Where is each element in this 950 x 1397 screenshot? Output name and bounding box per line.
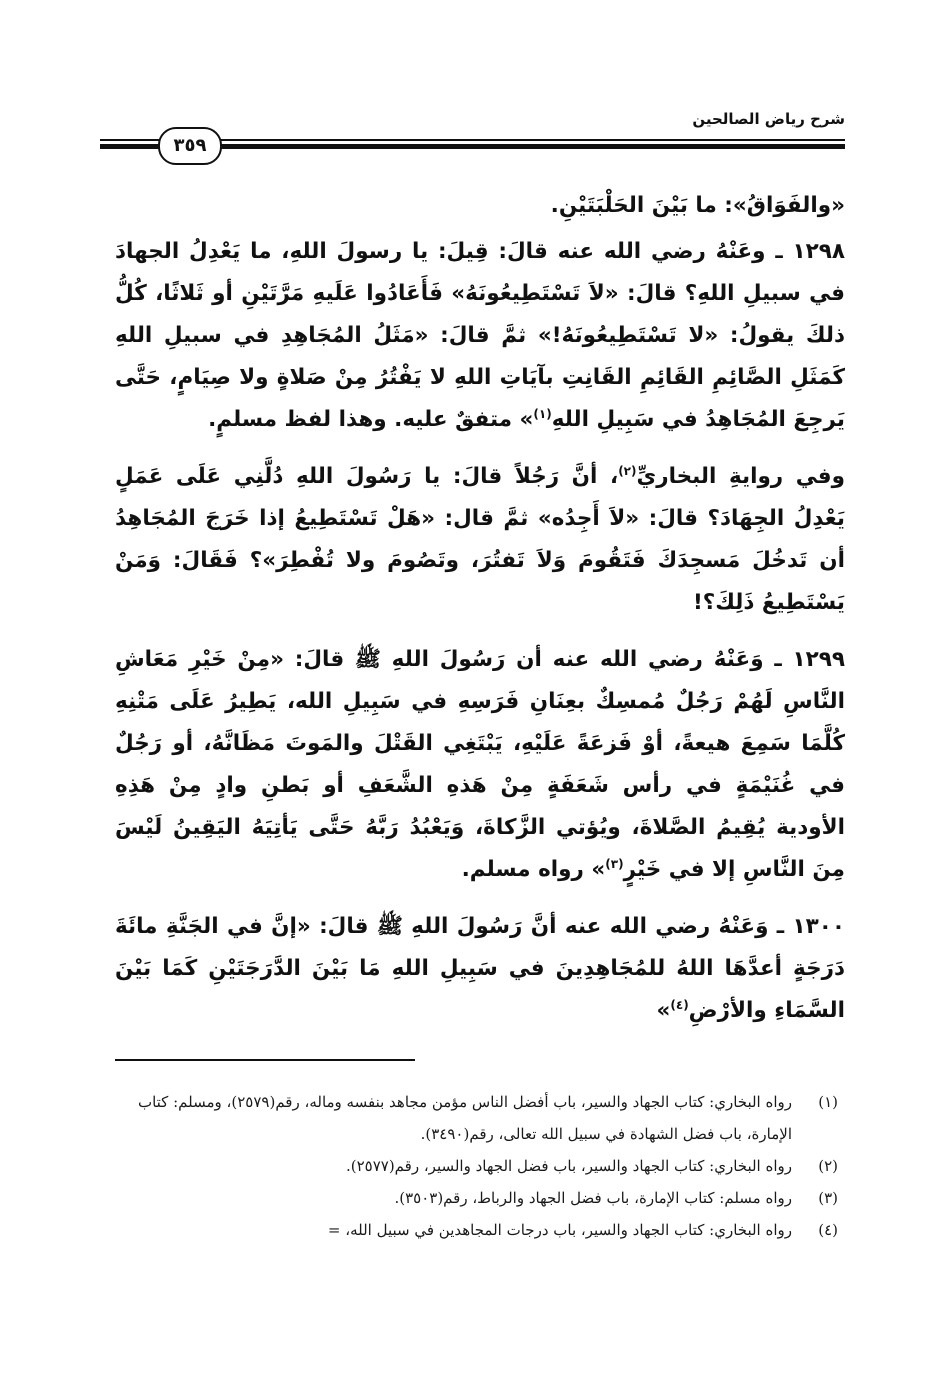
footnote-4 xyxy=(118,1214,838,1246)
footnote-number: (٣) xyxy=(818,1189,838,1207)
footnote-number: (٤) xyxy=(818,1221,838,1239)
hadith-1299 xyxy=(115,639,845,891)
hadith-text: ـ وعَنْهُ رضي الله عنه قالَ: قِيلَ: يا رسولَ اللهِ، ما يَعْدِلُ الجهادَ في سبيلِ اللهِ؟ قالَ: «لاَ تَسْتَطِيعُونَهُ» فَأَعَادُوا عَلَيهِ مَرَّتَيْنِ أو ثَلاثًا، كُلُّ ذلكَ يقولُ: «لا تَسْتَطِيعُونَهُ!» ثمَّ قالَ: «مَثَلُ المُجَاهِدِ في سبيلِ اللهِ كَمَثَلِ الصَّائِمِ القَائِمِ القَانِتِ بآيَاتِ اللهِ لا يَفْتُرُ مِنْ صَلاةٍ ولا صِيَامٍ، حَتَّى يَرجِعَ المُجَاهِدُ في سَبِيلِ اللهِ xyxy=(115,239,845,432)
page-header xyxy=(100,110,845,162)
footnote-text: رواه مسلم: كتاب الإمارة، باب فضل الجهاد والرباط، رقم(٣٥٠٣). xyxy=(394,1189,792,1207)
page-number: ٣٥٩ xyxy=(158,127,222,165)
footnote-3 xyxy=(118,1182,838,1214)
hadith-ending: » رواه مسلم. xyxy=(461,857,606,882)
footnote-text: رواه البخاري: كتاب الجهاد والسير، باب درجات المجاهدين في سبيل الله، = xyxy=(327,1221,792,1239)
hadith-number: ١٢٩٩ xyxy=(792,647,845,672)
footnote-number: (١) xyxy=(818,1093,838,1111)
footnote-text: رواه البخاري: كتاب الجهاد والسير، باب أفضل الناس مؤمن مجاهد بنفسه وماله، رقم(٢٥٧٩)، ومسلم: كتاب الإمارة، باب فضل الشهادة في سبيل الله تعالى، رقم(٣٤٩٠). xyxy=(137,1093,792,1143)
version-text: ، أنَّ رَجُلاً قالَ: يا رَسُولَ اللهِ دُلَّنِي عَلَى عَمَلٍ يَعْدِلُ الجِهَادَ؟ قالَ: «لاَ أَجِدُه» ثمَّ قال: «هَلْ تَسْتَطِيعُ إذا خَرَجَ المُجَاهِدُ أن تَدخُلَ مَسجِدَكَ فَتَقُومَ وَلاَ تَفتُرَ، وتَصُومَ ولا تُفْطِرَ»؟ فَقَالَ: وَمَنْ يَسْتَطِيعُ ذَلِكَ؟! xyxy=(115,464,845,615)
hadith-text: ـ وَعَنْهُ رضي الله عنه أن رَسُولَ اللهِ ﷺ قالَ: «مِنْ خَيْرِ مَعَاشِ النَّاسِ لَهُمْ رَجُلٌ مُمسِكٌ بعِنَانِ فَرَسِهِ في سَبِيلِ الله، يَطِيرُ عَلَى مَتْنِهِ كُلَّمَا سَمِعَ هيعةً، أوْ فَزعَةً عَلَيْهِ، يَبْتَغِي القَتْلَ والمَوتَ مَظَانَّهُ، أو رَجُلٌ في غُنَيْمَةٍ في رأس شَعَفَةٍ مِنْ هَذهِ الشَّعَفِ أو بَطنِ وادٍ مِنْ هَذِهِ الأودية يُقِيمُ الصَّلاةَ، ويُؤتي الزَّكاةَ، وَيَعْبُدُ رَبَّهُ حَتَّى يَأتِيَهُ اليَقِينُ لَيْسَ مِنَ النَّاسِ إلا في خَيْرٍ xyxy=(115,647,845,882)
version-start: وفي روايةِ البخاريِّ xyxy=(636,464,845,489)
footnote-2 xyxy=(118,1150,838,1182)
hadith-1298 xyxy=(115,231,845,441)
footnote-text: رواه البخاري: كتاب الجهاد والسير، باب فضل الجهاد والسير، رقم(٢٥٧٧). xyxy=(345,1157,792,1175)
footnote-divider xyxy=(115,1059,415,1061)
footnote-1 xyxy=(118,1086,838,1150)
hadith-ending: » xyxy=(656,998,671,1023)
main-text xyxy=(115,185,845,1047)
hadith-number: ١٢٩٨ xyxy=(792,239,845,264)
hadith-1300 xyxy=(115,906,845,1032)
hadith-number: ١٣٠٠ xyxy=(792,914,845,939)
intro-line: «والفَوَاقُ»: ما بَيْنَ الحَلْبَتَيْنِ. xyxy=(550,193,845,218)
hadith-ending: » متفقٌ عليه. وهذا لفظ مسلمٍ. xyxy=(208,407,534,432)
footnote-ref: (٤) xyxy=(670,997,689,1012)
footnote-number: (٢) xyxy=(818,1157,838,1175)
footnote-ref: (٣) xyxy=(605,856,624,871)
bukhari-version xyxy=(115,456,845,624)
footnote-ref: (١) xyxy=(533,406,552,421)
book-title: شرح رياض الصالحين xyxy=(692,110,845,128)
footnote-ref: (٢) xyxy=(618,463,637,478)
hadith-text: ـ وَعَنْهُ رضي الله عنه أنَّ رَسُولَ اللهِ ﷺ قالَ: «إنَّ في الجَنَّةِ مائَةَ دَرَجَةٍ أعدَّهَا اللهُ للمُجَاهِدِينَ في سَبِيلِ اللهِ مَا بَيْنَ الدَّرَجَتَيْنِ كَمَا بَيْنَ السَّمَاءِ والأرْضِ xyxy=(115,914,845,1023)
footnotes xyxy=(118,1086,838,1246)
